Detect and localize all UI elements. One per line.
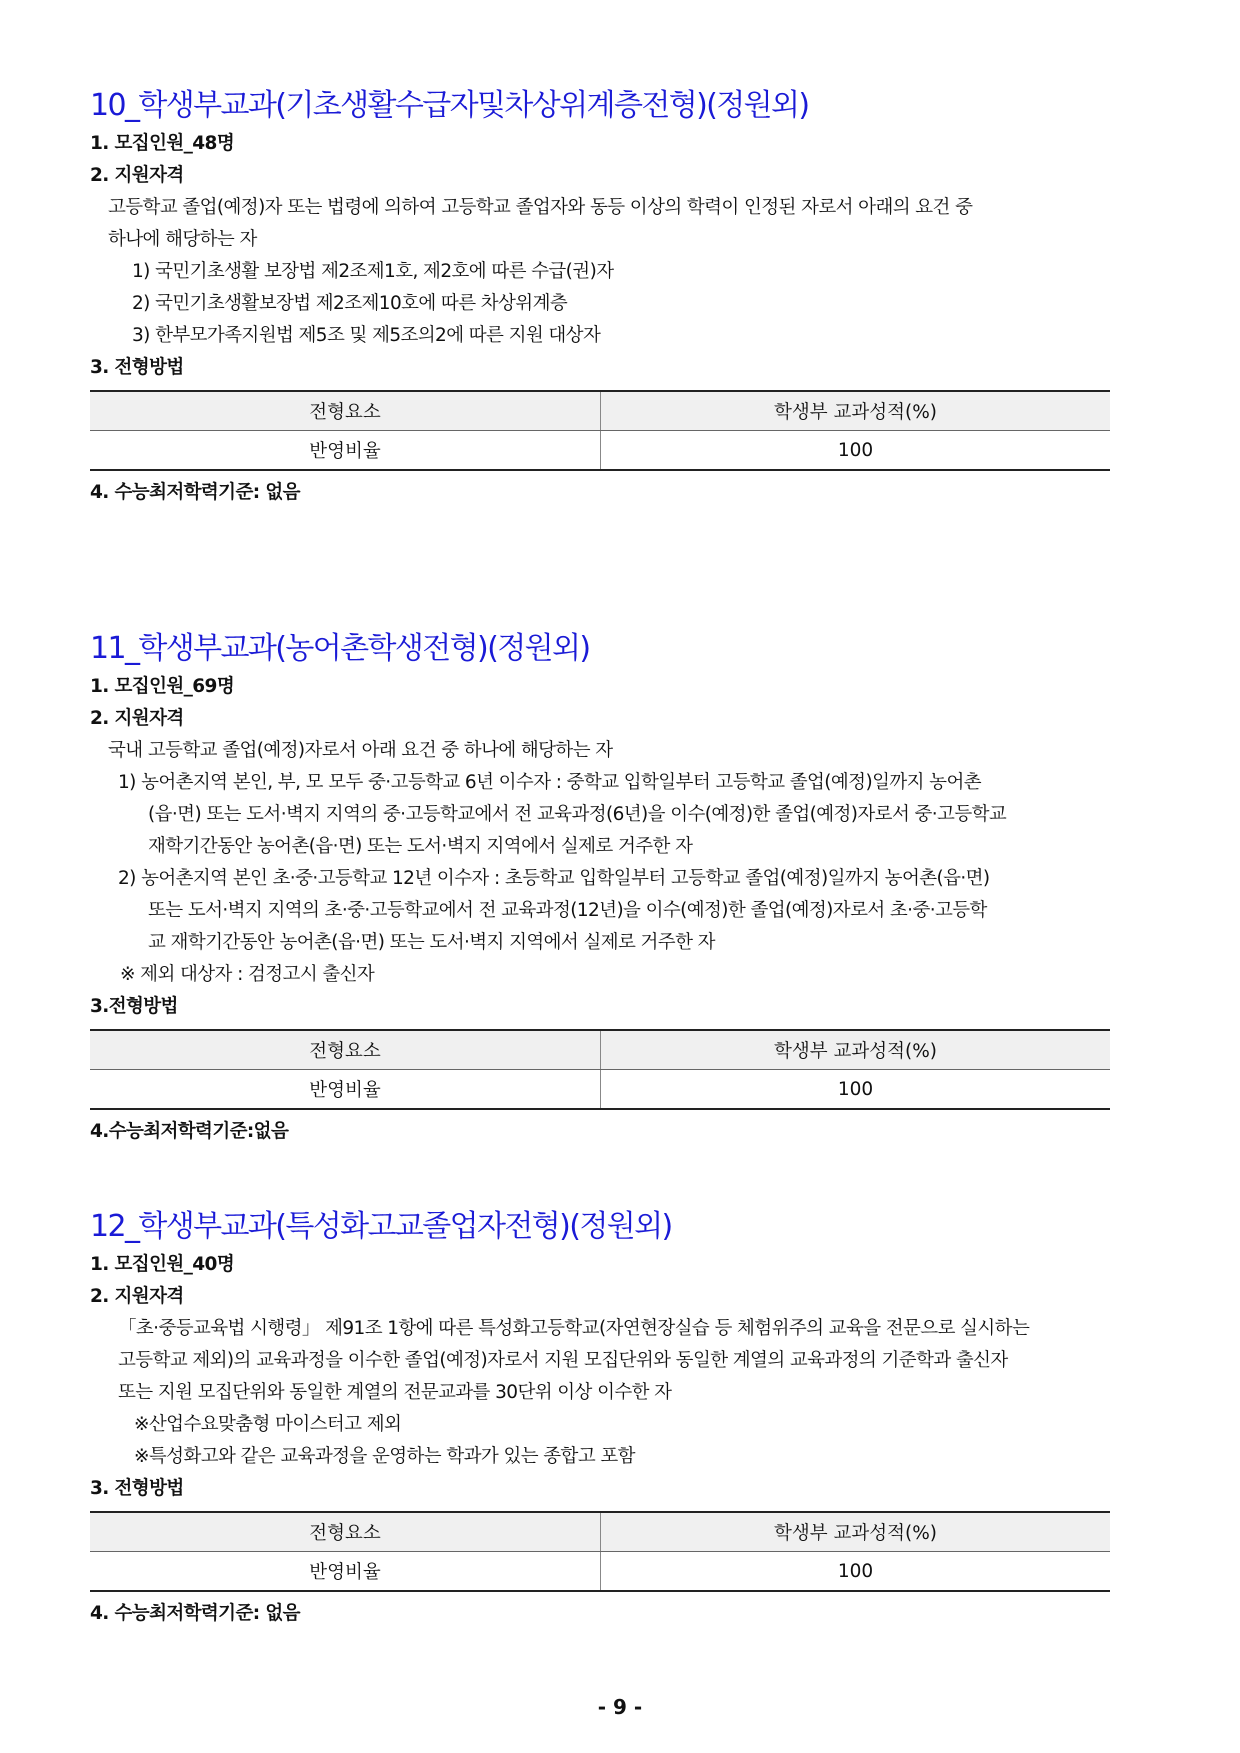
csat-minimum: 4. 수능최저학력기준: 없음 [90,482,300,503]
qualification-item: 1) 국민기초생활 보장법 제2조제1호, 제2호에 따른 수급(권)자 [132,261,614,282]
table-header-cell: 전형요소 [90,1512,601,1552]
page-number: - 9 - [597,1695,643,1719]
table-cell: 100 [601,1552,1111,1592]
qualification-text: 고등학교 졸업(예정)자 또는 법령에 의하여 고등학교 졸업자와 동등 이상의 학력이 인정된 자로서 아래의 요건 중 [108,197,973,218]
qualification-text: 또는 지원 모집단위와 동일한 계열의 전문교과를 30단위 이상 이수한 자 [118,1382,672,1403]
section-title: 10_학생부교과(기초생활수급자및차상위계층전형)(정원외) [90,88,809,123]
section-title: 11_학생부교과(농어촌학생전형)(정원외) [90,631,590,666]
inclusion-note: ※특성화고와 같은 교육과정을 운영하는 학과가 있는 종합고 포함 [134,1446,635,1467]
qualification-item: 재학기간동안 농어촌(읍·면) 또는 도서·벽지 지역에서 실제로 거주한 자 [148,836,693,857]
table-cell: 반영비율 [90,431,601,471]
qualification-text: 고등학교 제외)의 교육과정을 이수한 졸업(예정)자로서 지원 모집단위와 동일한 계열의 교육과정의 기준학과 출신자 [118,1350,1008,1371]
table-cell: 100 [601,1070,1111,1110]
qualification-item: 또는 도서·벽지 지역의 초·중·고등학교에서 전 교육과정(12년)을 이수(예정)한 졸업(예정)자로서 초·중·고등학 [148,900,987,921]
method-heading: 3. 전형방법 [90,1478,184,1499]
qualification-item: (읍·면) 또는 도서·벽지 지역의 중·고등학교에서 전 교육과정(6년)을 이수(예정)한 졸업(예정)자로서 중·고등학교 [148,804,1007,825]
exclusion-note: ※산업수요맞춤형 마이스터고 제외 [134,1414,402,1435]
table-row [90,1070,1110,1110]
qualification-item: 교 재학기간동안 농어촌(읍·면) 또는 도서·벽지 지역에서 실제로 거주한 자 [148,932,715,953]
method-heading: 3.전형방법 [90,996,178,1017]
table-header-row [90,1030,1110,1070]
qualification-heading: 2. 지원자격 [90,165,184,186]
selection-table [90,390,1110,471]
table-header-cell: 학생부 교과성적(%) [601,1030,1111,1070]
csat-minimum: 4. 수능최저학력기준: 없음 [90,1603,300,1624]
table-header-cell: 전형요소 [90,391,601,431]
table-header-cell: 전형요소 [90,1030,601,1070]
qualification-item: 3) 한부모가족지원법 제5조 및 제5조의2에 따른 지원 대상자 [132,325,601,346]
qualification-item: 2) 국민기초생활보장법 제2조제10호에 따른 차상위계층 [132,293,568,314]
method-heading: 3. 전형방법 [90,357,184,378]
qualification-heading: 2. 지원자격 [90,708,184,729]
qualification-text: 하나에 해당하는 자 [108,229,257,250]
recruit-count: 1. 모집인원_40명 [90,1254,235,1275]
table-cell: 반영비율 [90,1070,601,1110]
section-12 [90,1205,1120,1630]
table-cell: 반영비율 [90,1552,601,1592]
table-row [90,1552,1110,1592]
table-header-cell: 학생부 교과성적(%) [601,391,1111,431]
qualification-item: 2) 농어촌지역 본인 초·중·고등학교 12년 이수자 : 초등학교 입학일부터 고등학교 졸업(예정)일까지 농어촌(읍·면) [118,868,990,889]
section-11 [90,627,1120,1148]
table-row [90,431,1110,471]
section-title: 12_학생부교과(특성화고교졸업자전형)(정원외) [90,1209,672,1244]
qualification-item: 1) 농어촌지역 본인, 부, 모 모두 중·고등학교 6년 이수자 : 중학교 입학일부터 고등학교 졸업(예정)일까지 농어촌 [118,772,981,793]
selection-table [90,1511,1110,1592]
table-header-cell: 학생부 교과성적(%) [601,1512,1111,1552]
qualification-text: 국내 고등학교 졸업(예정)자로서 아래 요건 중 하나에 해당하는 자 [108,740,613,761]
recruit-count: 1. 모집인원_69명 [90,676,235,697]
table-header-row [90,1512,1110,1552]
csat-minimum: 4.수능최저학력기준:없음 [90,1121,289,1142]
selection-table [90,1029,1110,1110]
table-cell: 100 [601,431,1111,471]
qualification-text: 「초·중등교육법 시행령」 제91조 1항에 따른 특성화고등학교(자연현장실습 등 체험위주의 교육을 전문으로 실시하는 [118,1318,1030,1339]
qualification-heading: 2. 지원자격 [90,1286,184,1307]
section-10 [90,84,1120,509]
recruit-count: 1. 모집인원_48명 [90,133,235,154]
exclusion-note: ※ 제외 대상자 : 검정고시 출신자 [120,964,375,985]
table-header-row [90,391,1110,431]
